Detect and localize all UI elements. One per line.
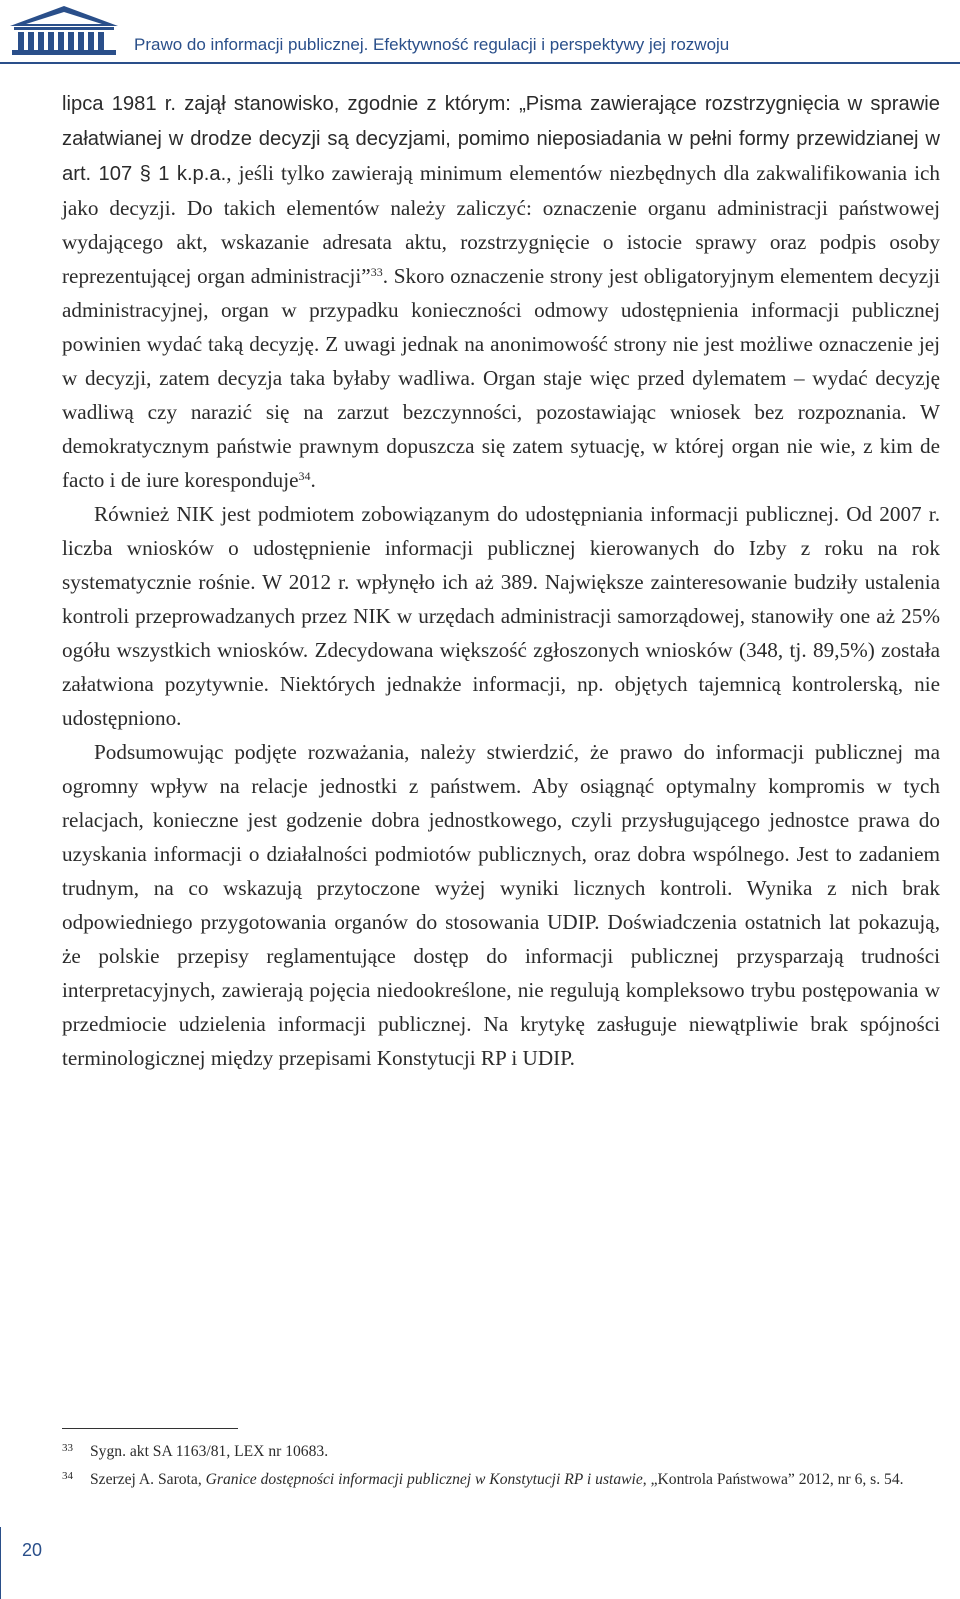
nik-building-logo-icon [8, 4, 120, 56]
footnote-ref-34[interactable]: 34 [298, 469, 311, 483]
footnote-separator [62, 1428, 238, 1429]
page-header [0, 0, 960, 80]
header-rule [0, 62, 960, 64]
paragraph-2: Również NIK jest podmiotem zobowiązanym do udostępniania informacji publicznej. Od 2007 r. liczba wniosków o udostępnienie informacji publicznej kierowanych do Izby z roku na rok systematycznie rośnie. W 2012 r. wpłynęło ich aż 389. Największe zainteresowanie budziły ustalenia kontroli przeprowadzanych przez NIK w urzędach administracji samorządowej, stanowiły one aż 25% ogółu wszystkich wniosków. Zdecydowana większość zgłoszonych wniosków (348, tj. 89,5%) została załatwiona pozytywnie. Niektórych jednakże informacji, np. objętych tajemnicą kontrolerską, nie udostępniono. [62, 502, 940, 730]
footnote-33 [62, 1436, 940, 1464]
paragraph-3: Podsumowując podjęte rozważania, należy stwierdzić, że prawo do informacji publicznej ma ogromny wpływ na relacje jednostki z państwem. Aby osiągnąć optymalny kompromis w tych relacjach, konieczne jest godzenie dobra jednostkowego, czyli przysługującego jednostce prawa do uzyskania informacji o działalności podmiotów publicznych, oraz dobra wspólnego. Jest to zadaniem trudnym, na co wskazują przytoczone wyżej wyniki licznych kontroli. Wynika z nich brak odpowiedniego przygotowania organów do stosowania UDIP. Doświadczenia ostatnich lat pokazują, że polskie przepisy reglamentujące dostęp do informacji publicznej przysparzają trudności interpretacyjnych, zawierają pojęcia niedookreślone, nie regulują kompleksowo trybu postępowania w przedmiocie udzielenia informacji publicznej. Na krytykę zasługuje niewątpliwie brak spójności terminologicznej między przepisami Konstytucji RP i UDIP. [62, 740, 940, 1070]
running-head: Prawo do informacji publicznej. Efektywność regulacji i perspektywy jej rozwoju [134, 35, 730, 54]
paragraph-1-continuation: . Skoro oznaczenie strony jest obligatoryjnym elementem decyzji administracyjnej, organ w przypadku konieczności odmowy udostępnienia informacji publicznej powinien wydać taką decyzję. Z uwagi jednak na anonimowość strony nie jest możliwe oznaczenie jej w decyzji, zatem decyzja taka byłaby wadliwa. Organ staje więc przed dylematem – wydać decyzję wadliwą czy narazić się na zarzut bezczynności, pozostawiając wniosek bez rozpoznania. W demokratycznym państwie prawnym dopuszcza się zatem sytuację, w której organ nie wie, z kim de facto i de iure koresponduje [62, 264, 940, 492]
footnote-number: 34 [62, 1470, 73, 1482]
page-number: 20 [22, 1540, 43, 1560]
paragraph-1-sans-segment: lipca 1981 r. zajął stanowisko, zgodnie z którym: „Pisma zawierające rozstrzygnięcia w sprawie załatwianej w drodze decyzji są decyzjami, pomimo nieposiadania w pełni formy przewidzianej w art. 107 § 1 k.p.a. [62, 93, 940, 185]
footnote-title: Granice dostępności informacji publicznej w Konstytucji RP i ustawie [205, 1471, 643, 1488]
footnote-text-pre: Szerzej A. Sarota, [90, 1471, 206, 1488]
footnote-ref-33[interactable]: 33 [370, 265, 383, 279]
paragraph-1-end: . [310, 468, 316, 492]
footnote-34 [62, 1464, 940, 1492]
footnote-text: Sygn. akt SA 1163/81, LEX nr 10683. [90, 1443, 329, 1460]
paragraph-1-serif-segment: , jeśli tylko zawierają minimum elementów niezbędnych dla zakwalifikowania ich jako decyzji. Do takich elementów należy zaliczyć: oznaczenie organu administracji państwowej wydającego akt, wskazanie adresata aktu, rozstrzygnięcie o istocie sprawy oraz podpis osoby reprezentującej organ administracji” [62, 161, 940, 288]
page-number-rule [0, 1527, 1, 1599]
footnotes [62, 1436, 940, 1492]
body-text [62, 86, 940, 1075]
footnote-number: 33 [62, 1442, 73, 1454]
paragraph-1 [62, 86, 940, 497]
footnote-text-post: , „Kontrola Państwowa” 2012, nr 6, s. 54. [642, 1471, 904, 1488]
